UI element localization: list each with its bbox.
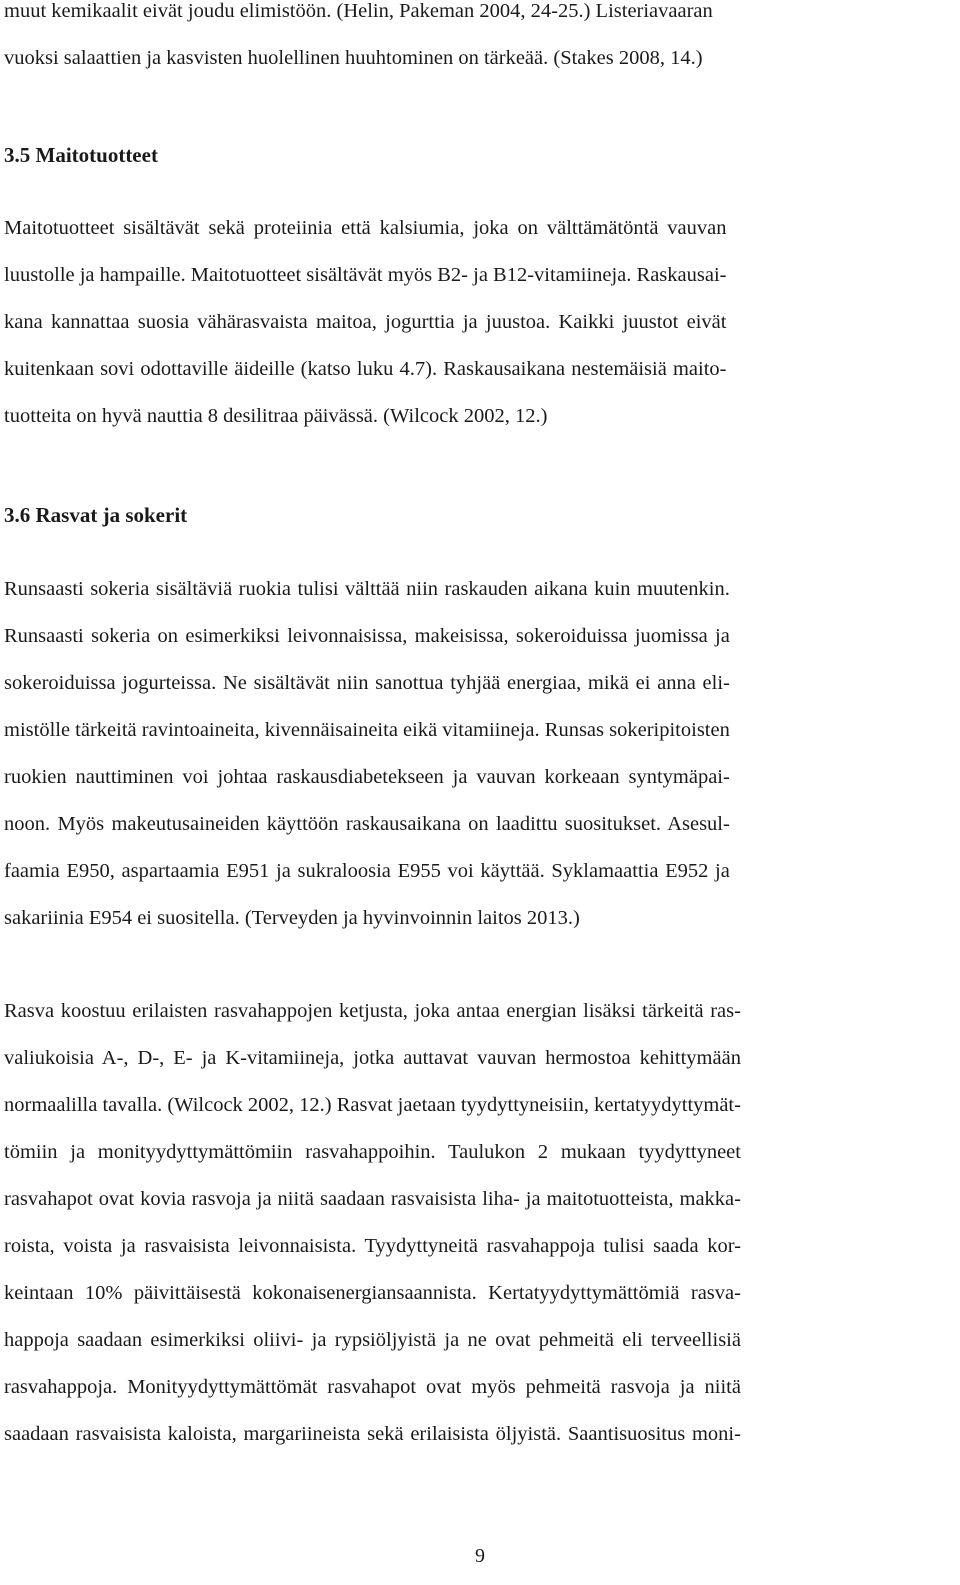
text-line: noon. Myös makeutusaineiden käyttöön raskausaikana on laadittu suositukset. Asesul-: [4, 813, 730, 835]
text-line: faamia E950, aspartaamia E951 ja sukraloosia E955 voi käyttää. Syklamaattia E952 ja: [4, 860, 730, 882]
text-line: rasvahappoja. Monityydyttymättömät rasvahapot ovat myös pehmeitä rasvoja ja niitä: [4, 1376, 741, 1398]
text-line: valiukoisia A-, D-, E- ja K-vitamiineja, jotka auttavat vauvan hermostoa kehittymään: [4, 1047, 741, 1069]
text-line: roista, voista ja rasvaisista leivonnaisista. Tyydyttyneitä rasvahappoja tulisi saada kor-: [4, 1235, 741, 1257]
text-line: Runsaasti sokeria sisältäviä ruokia tulisi välttää niin raskauden aikana kuin muutenkin.: [4, 578, 730, 600]
text-line: tömiin ja monityydyttymättömiin rasvahappoihin. Taulukon 2 mukaan tyydyttyneet: [4, 1141, 741, 1163]
text-line: kuitenkaan sovi odottaville äideille (katso luku 4.7). Raskausaikana nestemäisiä maito-: [4, 358, 727, 380]
page-number: 9: [475, 1545, 485, 1567]
text-line: rasvahapot ovat kovia rasvoja ja niitä saadaan rasvaisista liha- ja maitotuotteista, makka-: [4, 1188, 741, 1210]
text-line: happoja saadaan esimerkiksi oliivi- ja rypsiöljyistä ja ne ovat pehmeitä eli terveellisiä: [4, 1329, 741, 1351]
section-3-6-paragraph-2: [4, 988, 741, 1458]
text-line: sokeroiduissa jogurteissa. Ne sisältävät niin sanottua tyhjää energiaa, mikä ei anna eli-: [4, 672, 730, 694]
section-heading-3-6: 3.6 Rasvat ja sokerit: [4, 503, 188, 527]
text-line: Maitotuotteet sisältävät sekä proteiinia että kalsiumia, joka on välttämätöntä vauvan: [4, 217, 727, 239]
text-line: vuoksi salaattien ja kasvisten huolellinen huuhtominen on tärkeää. (Stakes 2008, 14.): [4, 47, 703, 69]
section-heading-3-5: 3.5 Maitotuotteet: [4, 143, 158, 167]
text-line: muut kemikaalit eivät joudu elimistöön. (Helin, Pakeman 2004, 24-25.) Listeriavaaran: [4, 0, 713, 22]
text-line: normaalilla tavalla. (Wilcock 2002, 12.) Rasvat jaetaan tyydyttyneisiin, kertatyydyttymät-: [4, 1094, 741, 1116]
text-line: keintaan 10% päivittäisestä kokonaisenergiansaannista. Kertatyydyttymättömiä rasva-: [4, 1282, 741, 1304]
text-line: Runsaasti sokeria on esimerkiksi leivonnaisissa, makeisissa, sokeroiduissa juomissa ja: [4, 625, 730, 647]
text-line: sakariinia E954 ei suositella. (Terveyden ja hyvinvoinnin laitos 2013.): [4, 907, 580, 929]
section-3-5-paragraph: [4, 205, 726, 440]
section-3-6-paragraph-1: [4, 566, 730, 942]
text-line: mistölle tärkeitä ravintoaineita, kivennäisaineita eikä vitamiineja. Runsas sokeripitoisten: [4, 719, 730, 741]
text-line: tuotteita on hyvä nauttia 8 desilitraa päivässä. (Wilcock 2002, 12.): [4, 405, 548, 427]
top-paragraph: [4, 0, 713, 82]
text-line: kana kannattaa suosia vähärasvaista maitoa, jogurttia ja juustoa. Kaikki juustot eivät: [4, 311, 727, 333]
text-line: saadaan rasvaisista kaloista, margariineista sekä erilaisista öljyistä. Saantisuositus moni-: [4, 1423, 741, 1445]
text-line: ruokien nauttiminen voi johtaa raskausdiabetekseen ja vauvan korkeaan syntymäpai-: [4, 766, 730, 788]
text-line: Rasva koostuu erilaisten rasvahappojen ketjusta, joka antaa energian lisäksi tärkeitä ras-: [4, 1000, 741, 1022]
text-line: luustolle ja hampaille. Maitotuotteet sisältävät myös B2- ja B12-vitamiineja. Raskausai-: [4, 264, 727, 286]
